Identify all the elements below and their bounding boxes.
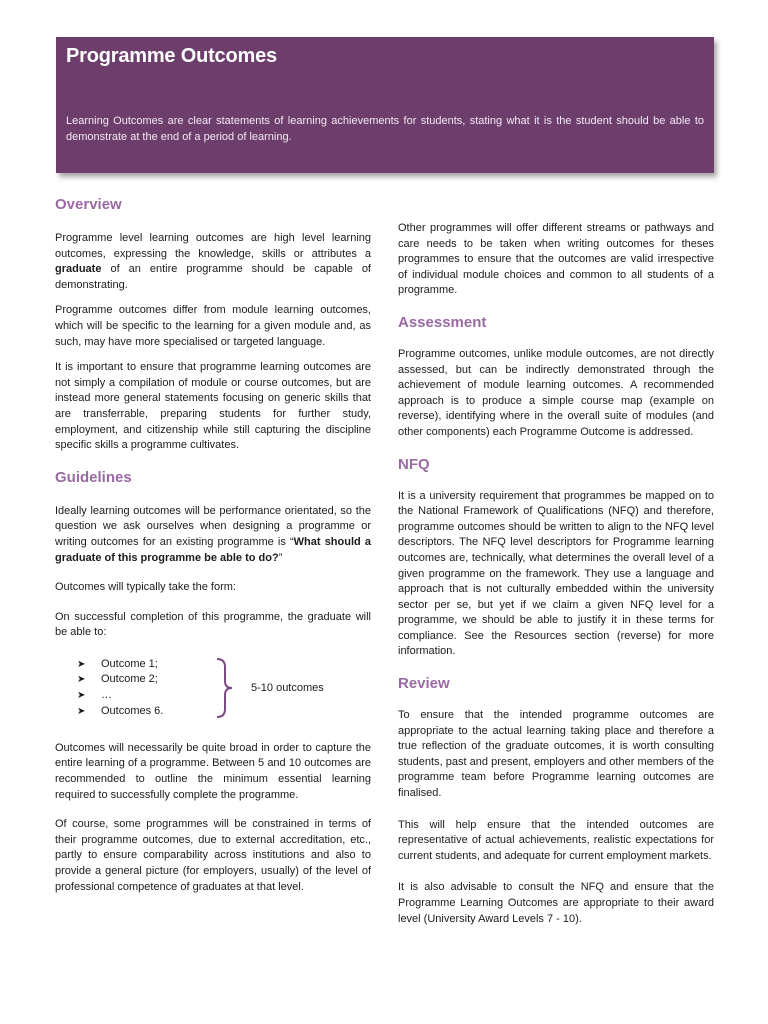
arrowhead-bullet-icon: ➤ [77,674,86,686]
list-item: ➤ Outcome 1; [77,657,371,673]
outcome-count-label: 5-10 outcomes [251,681,324,694]
nfq-paragraph: It is a university requirement that programmes be mapped on to the National Framework of Qualifications (NFQ) and therefore, programme outcomes should be written to align to the NFQ level descriptors. The NFQ level descriptors for Programme learning outcomes are, technically, what determines the overall level of a given programme on the framework. They use a language and approach that is not culturally embedded within the university sector per se, but yet if we claim a given NFQ level for a programme, we should be able to justify it in these terms for compliance. See the Resources section (reverse) for more information. [398,489,714,658]
arrowhead-bullet-icon: ➤ [77,658,86,670]
question-emphasis: What should a graduate of this programme be able to do? [55,535,371,564]
review-paragraph-1: To ensure that the intended programme outcomes are appropriate to the actual learning taking place and therefore a true reflection of the graduate outcomes, it is worth consulting students, past and present, employers and other members of the programme team before Programme learning outcomes are finalised. [398,709,714,800]
right-column [398,221,714,937]
review-paragraph-3: It is also advisable to consult the NFQ and ensure that the Programme Learning Outcomes are appropriate to their award level (University Award Levels 7 - 10). [398,881,714,925]
overview-section [55,195,371,454]
review-paragraph-2: This will help ensure that the intended outcomes are representative of actual achievements, realistic expectations for current students, and adequate for current employment markets. [398,818,714,862]
arrowhead-bullet-icon: ➤ [77,690,86,702]
header-banner [56,37,714,173]
graduate-emphasis: graduate [55,263,102,276]
assessment-heading: Assessment [398,313,487,331]
guidelines-paragraph-4: Outcomes will necessarily be quite broad in order to capture the entire learning of a programme. Between 5 and 10 outcomes are recommended to outline the minimum essential learning required to successfully complete the programme. [55,741,371,801]
right-brace-icon [215,657,233,719]
list-item: ➤ … [77,688,371,704]
guidelines-section [55,468,371,896]
guidelines-paragraph-3: On successful completion of this programme, the graduate will be able to: [55,610,371,639]
outcome-list-block [55,657,371,729]
guidelines-heading: Guidelines [55,468,132,486]
overview-paragraph-1: Programme level learning outcomes are high level learning outcomes, expressing the knowledge, skills or attributes a graduate of an entire programme should be capable of demonstrating. [55,232,371,291]
page-title: Programme Outcomes [66,45,277,67]
guidelines-paragraph-2: Outcomes will typically take the form: [55,581,236,594]
overview-paragraph-2: Programme outcomes differ from module learning outcomes, which will be specific to the learning for a given module and, as such, may have more specialised or targeted language. [55,304,371,348]
intro-text: Learning Outcomes are clear statements of learning achievements for students, stating what it is the student should be able to demonstrate at the end of a period of learning. [66,115,704,143]
list-item: ➤ Outcomes 6. [77,704,371,720]
arrowhead-bullet-icon: ➤ [77,705,86,717]
overview-paragraph-3: It is important to ensure that programme learning outcomes are not simply a compilation of module or course outcomes, but are instead more general statements focusing on generic skills that are transferrable, preparing students for further study, employment, and citizenship while still capturing the discipline specific skills a programme cultivates. [55,361,371,452]
left-column [55,192,371,909]
nfq-heading: NFQ [398,455,430,473]
list-item: ➤ Outcome 2; [77,672,371,688]
guidelines-paragraph-1: Ideally learning outcomes will be performance orientated, so the question we ask ourselves when designing a programme or writing outcomes for an existing programme is “What should a graduate of this programme be able to do?” [55,504,371,564]
review-heading: Review [398,675,450,693]
assessment-paragraph: Programme outcomes, unlike module outcomes, are not directly assessed, but can be indirectly demonstrated through the achievement of module learning outcomes. A recommended approach is to produce a simple course map (example on reverse), identifying where in the overall suite of modules (and other components) each Programme Outcome is addressed. [398,347,714,438]
guidelines-paragraph-5: Of course, some programmes will be constrained in terms of their programme outcomes, due to external accreditation, etc., partly to ensure comparability across institutions and also to provide a general picture (for employers, usually) of the level of professional competence of graduates at that level. [55,818,371,893]
streams-paragraph: Other programmes will offer different streams or pathways and care needs to be taken when writing outcomes for theses programmes to ensure that the outcomes are valid irrespective of individual module choices and common to all students of a programme. [398,222,714,297]
overview-heading: Overview [55,196,122,213]
